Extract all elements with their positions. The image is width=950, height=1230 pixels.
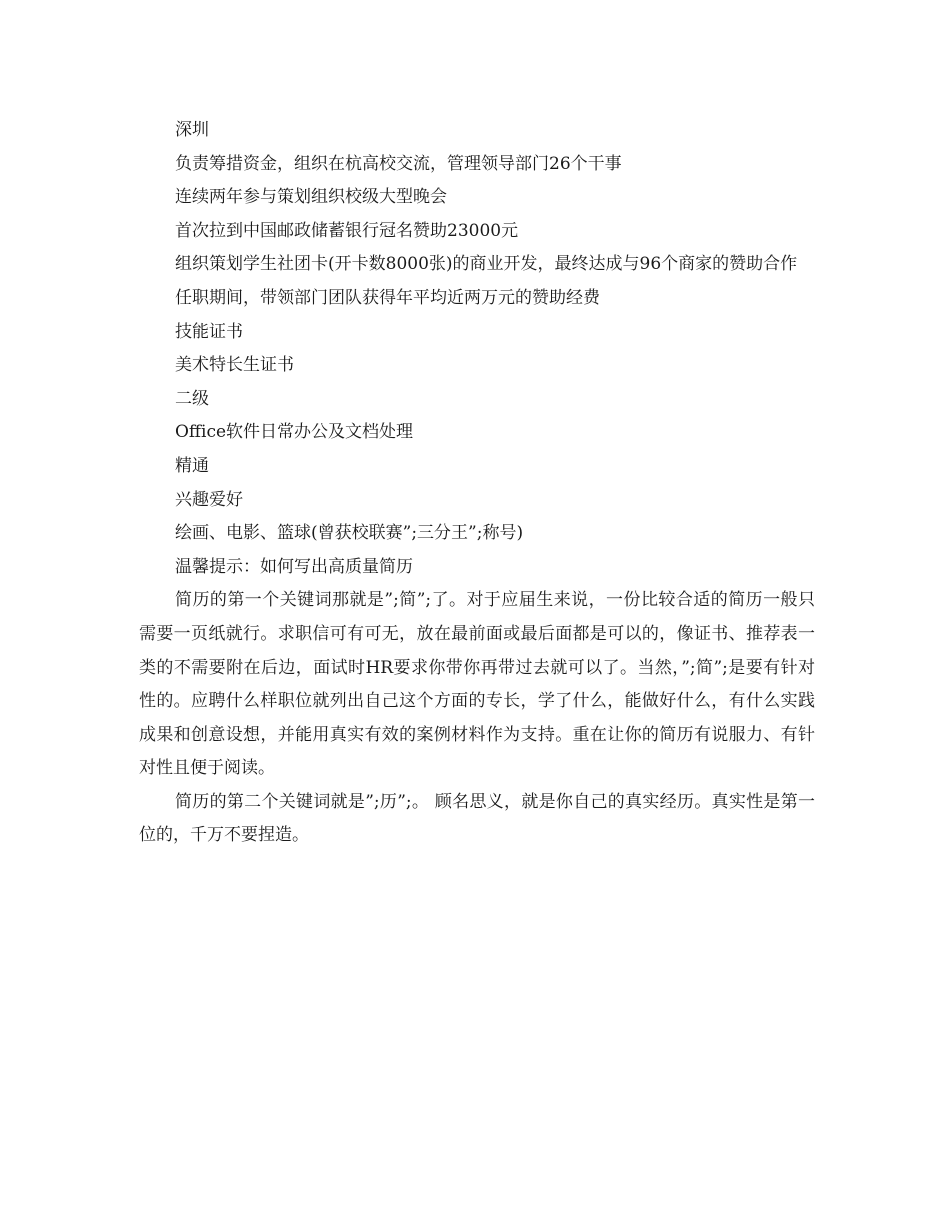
paragraph-office-skill: Office软件日常办公及文档处理 (175, 422, 414, 443)
paragraph-responsibility: 负责筹措资金，组织在杭高校交流，管理领导部门26个干事 (175, 153, 622, 174)
document-body (139, 114, 815, 853)
paragraph-keyword-two: 简历的第二个关键词就是”;历”;。 顾名思义，就是你自己的真实经历。真实性是第一位的，千万不要捏造。 (139, 791, 815, 846)
paragraph-tip-title: 温馨提示：如何写出高质量简历 (175, 556, 413, 577)
section-heading-hobbies: 兴趣爱好 (175, 489, 243, 510)
section-heading-skills: 技能证书 (175, 321, 243, 342)
paragraph-level: 二级 (175, 388, 209, 409)
paragraph-funding: 任职期间，带领部门团队获得年平均近两万元的赞助经费 (175, 287, 600, 308)
paragraph-keyword-one: 简历的第一个关键词那就是”;简”;了。对于应届生来说，一份比较合适的简历一般只需要一页纸就行。求职信可有可无，放在最前面或最后面都是可以的，像证书、推荐表一类的不需要附在后边，面试时HR要求你带你再带过去就可以了。当然，”;简”;是要有针对性的。应聘什么样职位就列出自己这个方面的专长，学了什么，能做好什么，有什么实践成果和创意设想，并能用真实有效的案例材料作为支持。重在让你的简历有说服力、有针对性且便于阅读。 (139, 590, 815, 779)
paragraph-sponsorship: 首次拉到中国邮政储蓄银行冠名赞助23000元 (175, 220, 519, 241)
paragraph-art-certificate: 美术特长生证书 (175, 355, 294, 376)
paragraph-club-card: 组织策划学生社团卡(开卡数8000张)的商业开发，最终达成与96个商家的赞助合作 (175, 254, 798, 275)
paragraph-location: 深圳 (175, 120, 209, 140)
paragraph-proficiency: 精通 (175, 455, 209, 476)
paragraph-hobbies: 绘画、电影、篮球(曾获校联赛”;三分王”;称号) (175, 523, 524, 544)
paragraph-gala: 连续两年参与策划组织校级大型晚会 (175, 187, 447, 208)
